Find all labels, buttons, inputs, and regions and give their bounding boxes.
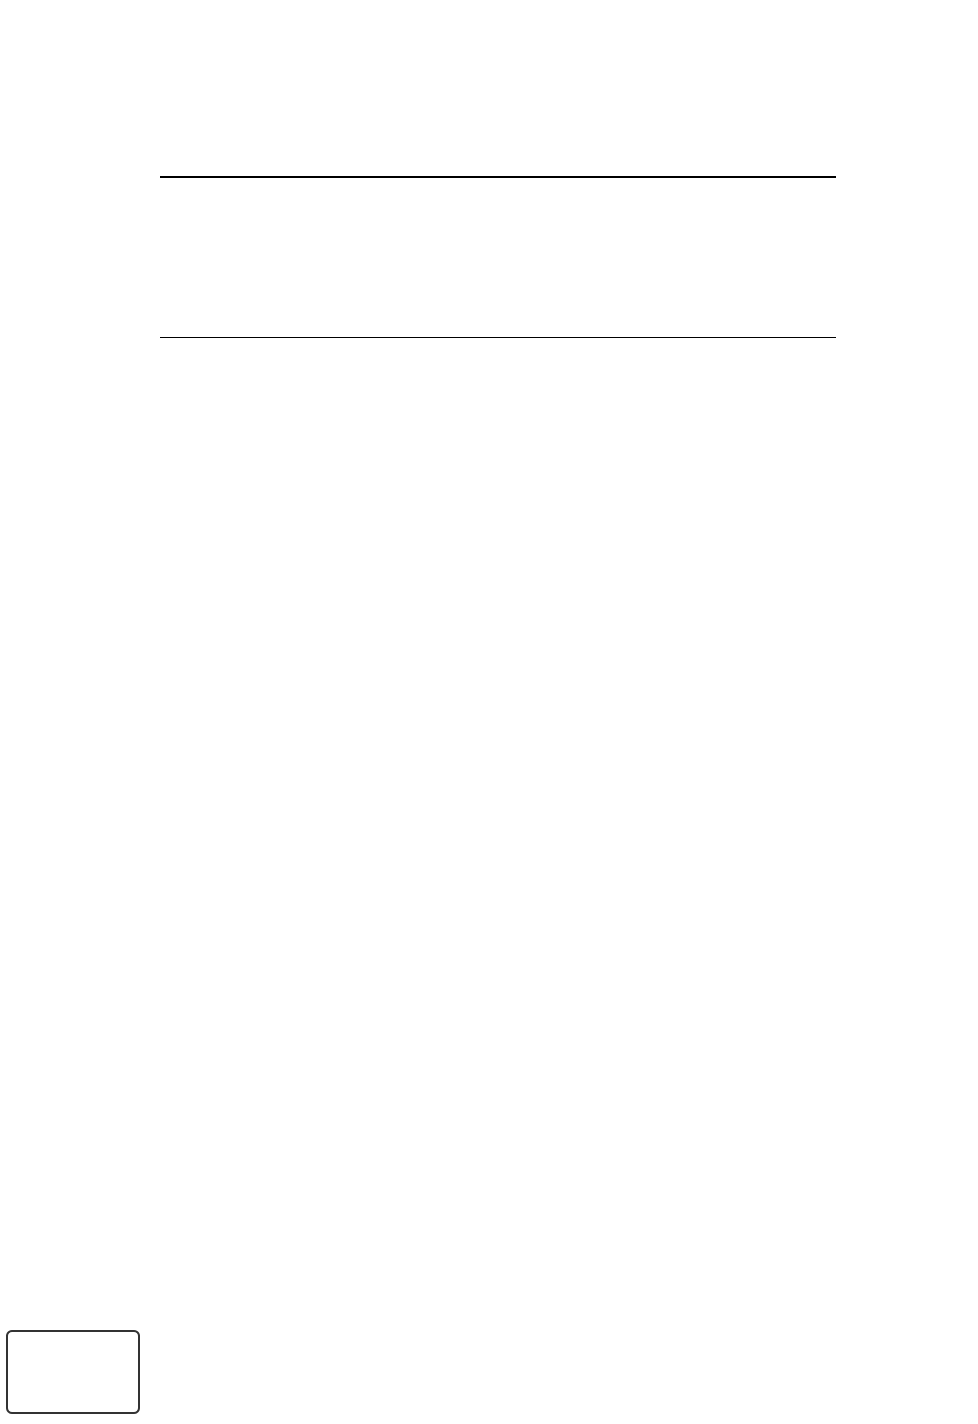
footnote-line: [160, 586, 836, 626]
footnote-line: [160, 906, 836, 946]
footnote-line: [160, 946, 836, 986]
footnote-line: [160, 706, 836, 746]
footnote-line: [160, 746, 836, 786]
library-stamp-icon: [6, 1330, 140, 1414]
page-header: [160, 140, 836, 180]
footnote-line: [160, 386, 836, 426]
footnote-line: [160, 546, 836, 586]
footnote-line: [160, 346, 836, 386]
body-line: [160, 186, 836, 233]
footnote-line: [160, 1186, 836, 1226]
footnote-line: [160, 666, 836, 706]
header-rule: [160, 176, 836, 178]
footnote-line: [160, 426, 836, 466]
footnote-line: [160, 1106, 836, 1146]
footnote-line: [160, 826, 836, 866]
main-text: [160, 186, 836, 327]
footnotes: [160, 346, 836, 1266]
footnote-line: [160, 1226, 836, 1266]
footnote-line: [160, 866, 836, 906]
footnote-line: [160, 986, 836, 1026]
body-line: [160, 233, 836, 280]
footnote-line: [160, 466, 836, 506]
footnote-line: [160, 506, 836, 546]
footnote-line: [160, 626, 836, 666]
footnote-line: [160, 1066, 836, 1106]
footnote-line: [160, 1026, 836, 1066]
footnote-rule: [160, 337, 836, 338]
body-line: [160, 280, 836, 327]
footnote-line: [160, 786, 836, 826]
footnote-line: [160, 1146, 836, 1186]
